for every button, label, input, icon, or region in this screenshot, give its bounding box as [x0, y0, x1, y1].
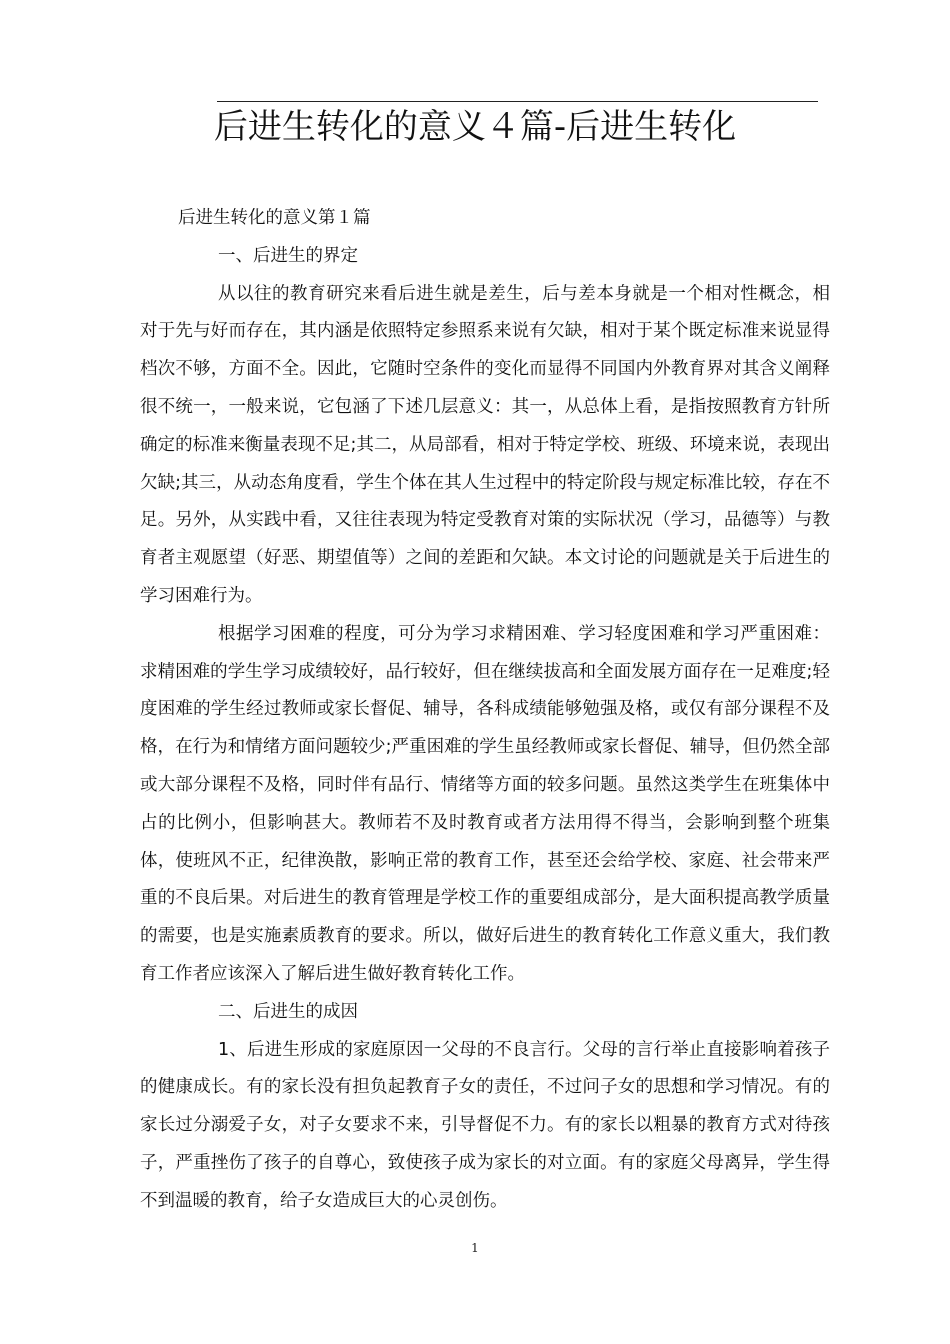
section-heading-causes: 二、后进生的成因: [218, 1001, 358, 1022]
section-heading-definition: 一、后进生的界定: [218, 245, 358, 266]
paragraph-difficulty-levels: 根据学习困难的程度，可分为学习求精困难、学习轻度困难和学习严重困难：求精困难的学生学习成绩较好，品行较好，但在继续拔高和全面发展方面存在一足难度;轻度困难的学生经过教师或家长督促、辅导，各科成绩能够勉强及格，或仅有部分课程不及格，在行为和情绪方面问题较少;严重困难的学生虽经教师或家长督促、辅导，但仍然全部或大部分课程不及格，同时伴有品行、情绪等方面的较多问题。虽然这类学生在班集体中占的比例小，但影响甚大。教师若不及时教育或者方法用得不得当，会影响到整个班集体，使班风不正，纪律涣散，影响正常的教育工作，甚至还会给学校、家庭、社会带来严重的不良后果。对后进生的教育管理是学校工作的重要组成部分，是大面积提高教学质量的需要，也是实施素质教育的要求。所以，做好后进生的教育转化工作意义重大，我们教育工作者应该深入了解后进生做好教育转化工作。: [140, 623, 830, 984]
paragraph-family-causes: 1、后进生形成的家庭原因一父母的不良言行。父母的言行举止直接影响着孩子的健康成长。有的家长没有担负起教育子女的责任，不过问子女的思想和学习情况。有的家长过分溺爱子女，对子女要求不来，引导督促不力。有的家长以粗暴的教育方式对待孩子，严重挫伤了孩子的自尊心，致使孩子成为家长的对立面。有的家庭父母离异，学生得不到温暖的教育，给子女造成巨大的心灵创伤。: [140, 1039, 830, 1211]
document-subtitle: 后进生转化的意义第１篇: [178, 208, 371, 228]
document-title: 后进生转化的意义４篇-后进生转化: [213, 107, 737, 147]
document-body: [140, 200, 830, 1221]
paragraph-definition: 从以往的教育研究来看后进生就是差生，后与差本身就是一个相对性概念，相对于先与好而存在，其内涵是依照特定参照系来说有欠缺，相对于某个既定标准来说显得档次不够，方面不全。因此，它随时空条件的变化而显得不同国内外教育界对其含义阐释很不统一，一般来说，它包涵了下述几层意义：其一，从总体上看，是指按照教育方针所确定的标准来衡量表现不足;其二，从局部看，相对于特定学校、班级、环境来说，表现出欠缺;其三，从动态角度看，学生个体在其人生过程中的特定阶段与规定标准比较，存在不足。另外，从实践中看，又往往表现为特定受教育对策的实际状况（学习，品德等）与教育者主观愿望（好恶、期望值等）之间的差距和欠缺。本文讨论的问题就是关于后进生的学习困难行为。: [140, 283, 830, 606]
page-number: 1: [471, 1241, 479, 1255]
header-rule: [217, 101, 818, 102]
